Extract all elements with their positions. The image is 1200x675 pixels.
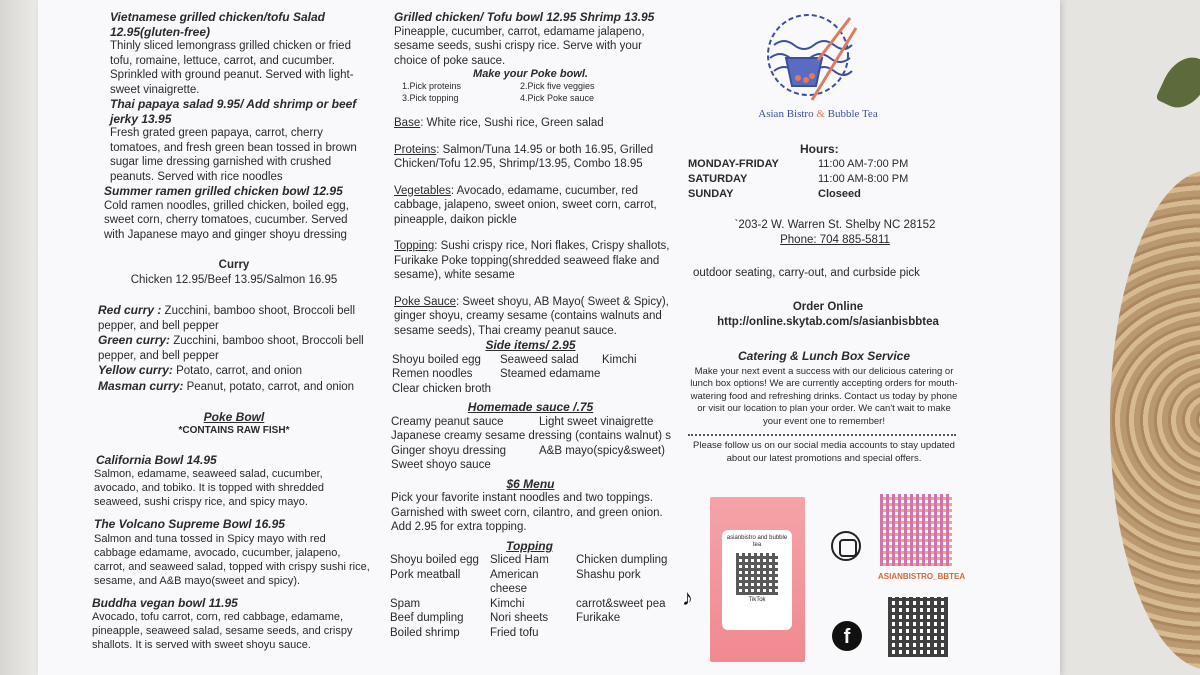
hours-day-sunday: SUNDAY xyxy=(688,188,734,200)
yellow-curry: Yellow curry: Potato, carrot, and onion xyxy=(98,363,303,377)
catering-block xyxy=(688,349,960,465)
services-line: outdoor seating, carry-out, and curbside pick xyxy=(693,267,920,279)
topping-row xyxy=(388,626,673,641)
volcano-bowl-desc: Salmon and tuna tossed in Spicy mayo with red cabbage edamame, avocado, cucumber, jalapeno, carrot, and seaweed salad, topped with crispy sushi rice, sesame, and A&B mayo(sweet and spicy). xyxy=(94,532,370,587)
topping-item: Fried tofu xyxy=(490,626,539,639)
topping-item: Kimchi xyxy=(490,597,525,610)
catering-desc: Make your next event a success with our delicious catering or lunch box options! We are currently accepting orders for mouth-watering food and refreshing drinks. Contact us today by phone or visit our location to plan your order. We can't wait to make your event one to remember! xyxy=(690,365,958,427)
poke-steps-row-1: 1.Pick proteins 2.Pick five veggies xyxy=(402,81,595,91)
hours-day-saturday: SATURDAY xyxy=(688,173,748,185)
topping-line: Topping: Sushi crispy rice, Nori flakes, Crispy shallots, Furikake Poke topping(shredded seaweed flake and sesame), white sesame xyxy=(394,240,670,281)
topping-item: Boiled shrimp xyxy=(390,626,460,639)
curry-title: Curry xyxy=(218,259,250,271)
grilled-bowl-title: Grilled chicken/ Tofu bowl 12.95 Shrimp 13.95 xyxy=(394,10,655,24)
menu-column-left xyxy=(58,10,370,652)
tiktok-qr-card[interactable]: asianbistro and bubble tea TikTok xyxy=(722,530,792,630)
tiktok-qr-code xyxy=(736,553,778,595)
contact-block xyxy=(700,218,970,247)
topping-item: Shoyu boiled egg xyxy=(390,554,479,566)
table-backdrop xyxy=(0,0,40,675)
woven-basket xyxy=(1110,170,1200,670)
papaya-title: Thai papaya salad 9.95/ Add shrimp or beef jerky 13.95 xyxy=(110,97,357,126)
topping-item: Nori sheets xyxy=(490,612,549,624)
viet-salad-title: Vietnamese grilled chicken/tofu Salad xyxy=(110,10,325,24)
homemade-row-2: Japanese creamy sesame dressing (contains walnut) s xyxy=(391,430,671,442)
california-bowl-desc: Salmon, edamame, seaweed salad, cucumber, avocado, and tobiko. It is topped with shredded seaweed, sushi crispy rice, and spicy mayo. xyxy=(94,468,324,508)
viet-salad-price: 12.95(gluten-free) xyxy=(110,24,211,39)
hours-time-weekday: 11:00 AM-7:00 PM xyxy=(818,158,909,170)
vegetables-line: Vegetables: Avocado, edamame, cucumber, red cabbage, jalapeno, sweet onion, sweet corn, carrot, pineapple, daikon pickle xyxy=(394,184,657,226)
buddha-bowl-desc: Avocado, tofu carrot, corn, red cabbage, edamame, pineapple, seaweed salad, sesame seeds, and crispy shallots. It is served with sweet shoyu sauce. xyxy=(92,611,353,651)
instagram-qr-code[interactable] xyxy=(880,494,952,566)
dotted-divider xyxy=(688,434,956,436)
grilled-bowl-desc: Pineapple, cucumber, carrot, edamame jalapeno, sesame seeds, sushi crispy rice. Serve with your choice of poke sauce. xyxy=(394,25,645,67)
viet-salad-desc: Thinly sliced lemongrass grilled chicken or fried tofu, romaine, lettuce, carrot, and cucumber. Sprinkled with ground peanut. Served with light-sweet vinaigrette. xyxy=(110,40,354,96)
green-curry: Green curry: Zucchini, bamboo shoot, Broccoli bell pepper, and bell pepper xyxy=(98,333,364,362)
make-poke-title: Make your Poke bowl. xyxy=(473,68,588,80)
poke-bowl-title: Poke Bowl xyxy=(203,410,265,424)
address: `203-2 W. Warren St. Shelby NC 28152 xyxy=(734,219,936,231)
phone-link[interactable]: Phone: 704 885-5811 xyxy=(780,233,890,246)
curry-prices: Chicken 12.95/Beef 13.95/Salmon 16.95 xyxy=(130,273,338,286)
instagram-handle: ASIANBISTRO_BBTEA xyxy=(878,572,966,581)
topping-item: Furikake xyxy=(576,612,621,624)
order-block xyxy=(688,300,968,329)
papaya-desc: Fresh grated green papaya, carrot, cherry tomatoes, and fresh green bean tossed in brown sugar lime dressing garnished with crushed peanuts. Served with rice noodles xyxy=(110,127,357,183)
six-menu-title: $6 Menu xyxy=(506,476,555,491)
side-items-row-2: Remen noodles Steamed edamame xyxy=(392,368,601,380)
homemade-row-1: Creamy peanut sauce Light sweet vinaigrette xyxy=(391,415,654,428)
red-curry: Red curry : Zucchini, bamboo shoot, Broccoli bell pepper, and bell pepper xyxy=(98,303,356,332)
topping-row xyxy=(388,553,673,568)
side-items-title: Side items/ 2.95 xyxy=(485,338,576,352)
hours-time-saturday: 11:00 AM-8:00 PM xyxy=(818,173,909,185)
brand-logo xyxy=(760,10,860,105)
topping-item: carrot&sweet pea xyxy=(576,597,666,610)
proteins-line: Proteins: Salmon/Tuna 14.95 or both 16.95, Grilled Chicken/Tofu 12.95, Shrimp/13.95, Combo 18.95 xyxy=(394,143,654,170)
topping-title: Topping xyxy=(506,538,553,553)
buddha-bowl-title: Buddha vegan bowl 11.95 xyxy=(92,595,238,610)
masman-curry: Masman curry: Peanut, potato, carrot, and onion xyxy=(98,378,355,393)
topping-item: Sliced Ham xyxy=(490,554,549,566)
homemade-row-3: Ginger shoyu dressing A&B mayo(spicy&sweet) xyxy=(391,444,665,457)
hours-day-weekday: MONDAY-FRIDAY xyxy=(688,158,779,170)
topping-table xyxy=(388,553,673,640)
topping-item: Chicken dumpling xyxy=(576,554,668,566)
topping-item: Beef dumpling xyxy=(390,612,464,624)
volcano-bowl-title: The Volcano Supreme Bowl 16.95 xyxy=(94,517,285,531)
base-line: Base: White rice, Sushi rice, Green salad xyxy=(394,117,604,129)
topping-item: Shashu pork xyxy=(576,568,641,581)
tiktok-icon: ♪ xyxy=(682,585,693,610)
topping-item: American cheese xyxy=(490,568,539,595)
topping-item: Pork meatball xyxy=(390,568,461,581)
side-items-row-1: Shoyu boiled egg Seaweed salad Kimchi xyxy=(392,353,637,366)
side-items-row-3: Clear chicken broth xyxy=(392,382,492,395)
brand-name: Asian Bistro & Bubble Tea xyxy=(758,108,878,120)
six-menu-desc: Pick your favorite instant noodles and two toppings. Garnished with sweet corn, cilantro, and green onion. Add 2.95 for extra topping. xyxy=(391,492,663,533)
homemade-sauce-title: Homemade sauce /.75 xyxy=(467,400,594,414)
catering-title: Catering & Lunch Box Service xyxy=(737,349,911,363)
homemade-row-4: Sweet shoyo sauce xyxy=(391,459,491,471)
hours-time-sunday: Closeed xyxy=(818,188,861,200)
topping-row xyxy=(388,611,673,626)
social-desc: Please follow us on our social media accounts to stay updated about our latest promotions and special offers. xyxy=(693,440,955,464)
poke-steps-row-2: 3.Pick topping 4.Pick Poke sauce xyxy=(402,93,595,103)
order-online-title: Order Online xyxy=(792,301,864,313)
ramen-title: Summer ramen grilled chicken bowl 12.95 xyxy=(104,184,343,198)
instagram-icon xyxy=(831,531,861,561)
facebook-qr-code[interactable] xyxy=(888,597,948,657)
topping-row xyxy=(388,568,673,597)
menu-column-middle xyxy=(388,10,673,640)
poke-raw-warning: *CONTAINS RAW FISH* xyxy=(178,424,290,436)
topping-row xyxy=(388,597,673,612)
order-online-url[interactable]: http://online.skytab.com/s/asianbisbbtea xyxy=(717,315,939,328)
hours-title: Hours: xyxy=(800,142,839,156)
facebook-icon: f xyxy=(832,621,862,651)
california-bowl-title: California Bowl 14.95 xyxy=(96,452,217,467)
leaf-decoration xyxy=(1155,49,1200,116)
topping-item: Spam xyxy=(390,597,421,610)
poke-sauce-line: Poke Sauce: Sweet shoyu, AB Mayo( Sweet & Spicy), ginger shoyu, creamy sesame (contains walnuts and sesame seeds), Thai creamy peanut sauce. xyxy=(394,295,669,337)
ramen-desc: Cold ramen noodles, grilled chicken, boiled egg, sweet corn, cherry tomatoes, cucumber. Served with Japanese mayo and ginger shoyu dressing xyxy=(104,199,349,241)
